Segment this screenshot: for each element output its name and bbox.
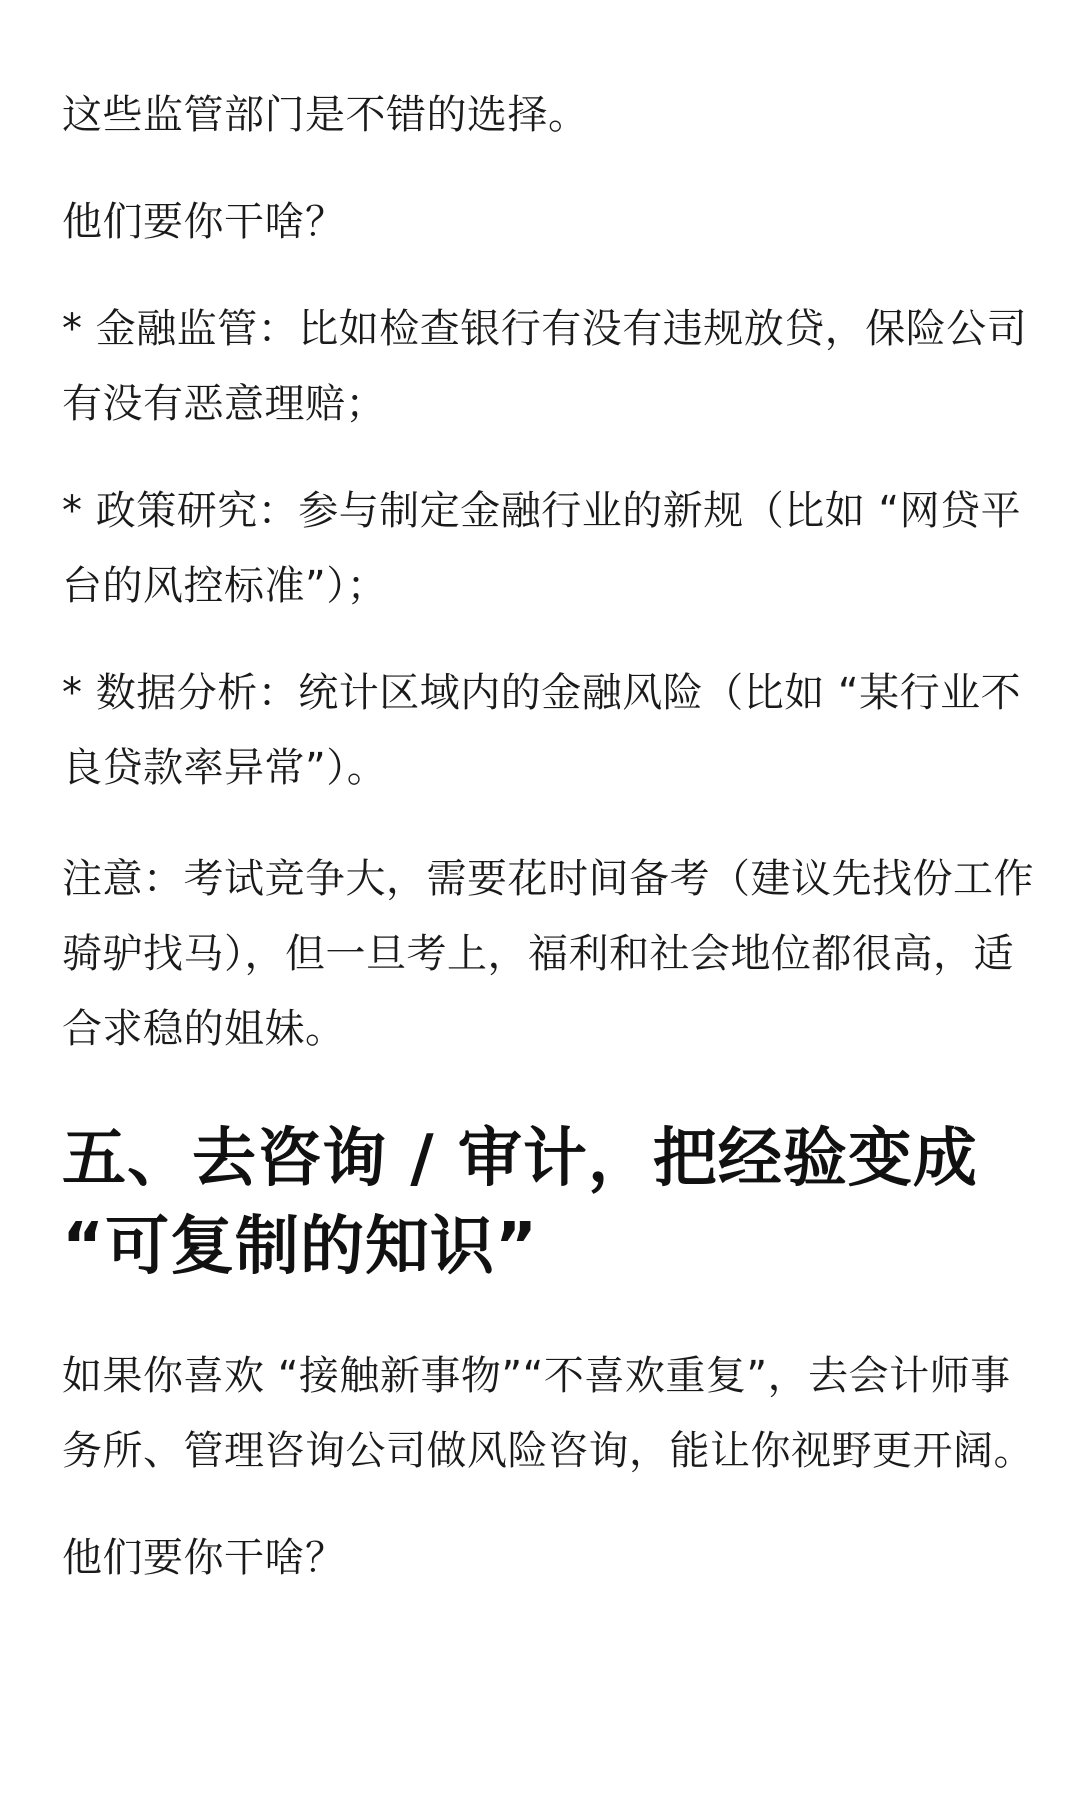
paragraph-question-2: 他们要你干啥？ [62, 1535, 346, 1581]
paragraph-consulting-intro: 如果你喜欢 “接触新事物”“不喜欢重复”，去会计师事务所、管理咨询公司做风险咨询，能让你视野更开阔。 [62, 1353, 1034, 1474]
paragraph-question: 他们要你干啥？ [62, 199, 346, 245]
article-body [62, 78, 1037, 1596]
paragraph-regulators-choice: 这些监管部门是不错的选择。 [62, 92, 589, 138]
section-heading: 五、去咨询 / 审计，把经验变成 “可复制的知识” [62, 1122, 978, 1284]
bullet-financial-regulation: * 金融监管：比如检查银行有没有违规放贷，保险公司有没有恶意理赔； [62, 306, 1028, 427]
bullet-data-analysis: * 数据分析：统计区域内的金融风险（比如 “某行业不良贷款率异常”）。 [62, 670, 1022, 791]
paragraph-note: 注意：考试竞争大，需要花时间备考（建议先找份工作骑驴找马），但一旦考上，福利和社会地位都很高，适合求稳的姐妹。 [62, 856, 1034, 1052]
bullet-policy-research: * 政策研究：参与制定金融行业的新规（比如 “网贷平台的风控标准”）； [62, 488, 1022, 609]
